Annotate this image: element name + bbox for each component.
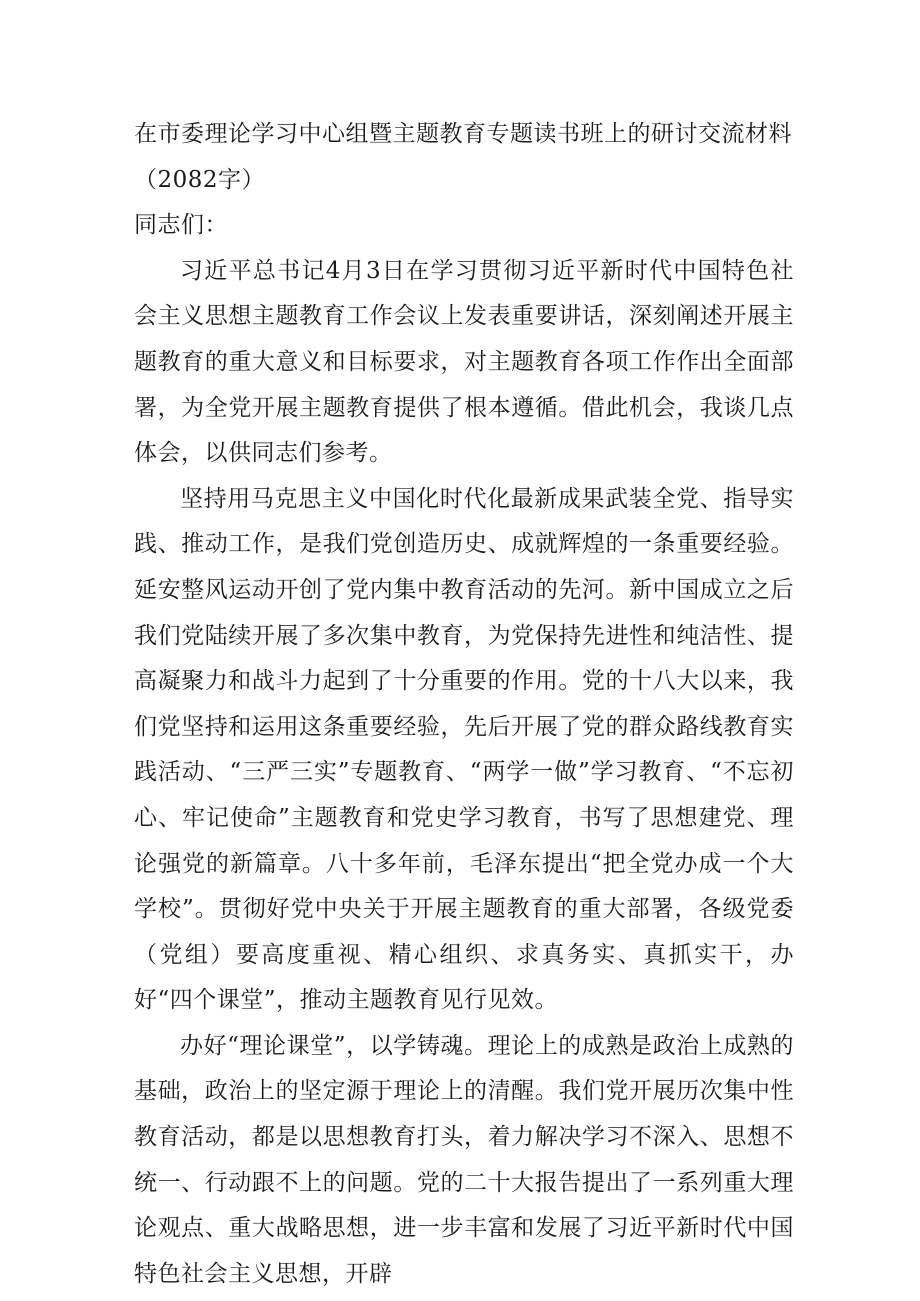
paragraph-intro: 习近平总书记4月3日在学习贯彻习近平新时代中国特色社会主义思想主题教育工作会议上发表重要讲话，深刻阐述开展主题教育的重大意义和目标要求，对主题教育各项工作作出全面部署，为全党开展主题教育提供了根本遵循。借此机会，我谈几点体会，以供同志们参考。 [134, 257, 794, 467]
salutation: 同志们： [134, 212, 228, 239]
paragraph-theory-classroom: 办好“理论课堂”，以学铸魂。理论上的成熟是政治上成熟的基础，政治上的坚定源于理论上的清醒。我们党开展历次集中性教育活动，都是以思想教育打头，着力解决学习不深入、思想不统一、行动跟不上的问题。党的二十大报告提出了一系列重大理论观点、重大战略思想，进一步丰富和发展了习近平新时代中国特色社会主义思想，开辟 [134, 1032, 794, 1287]
document-body [134, 112, 794, 1297]
document-title: 在市委理论学习中心组暨主题教育专题读书班上的研讨交流材料（2082字） [134, 121, 792, 193]
paragraph-history: 坚持用马克思主义中国化时代化最新成果武装全党、指导实践、推动工作，是我们党创造历史、成就辉煌的一条重要经验。延安整风运动开创了党内集中教育活动的先河。新中国成立之后我们党陆续开展了多次集中教育，为党保持先进性和纯洁性、提高凝聚力和战斗力起到了十分重要的作用。党的十八大以来，我们党坚持和运用这条重要经验，先后开展了党的群众路线教育实践活动、“三严三实”专题教育、“两学一做”学习教育、“不忘初心、牢记使命”主题教育和党史学习教育，书写了思想建党、理论强党的新篇章。八十多年前，毛泽东提出“把全党办成一个大学校”。贯彻好党中央关于开展主题教育的重大部署，各级党委（党组）要高度重视、精心组织、求真务实、真抓实干，办好“四个课堂”，推动主题教育见行见效。 [134, 485, 794, 1014]
